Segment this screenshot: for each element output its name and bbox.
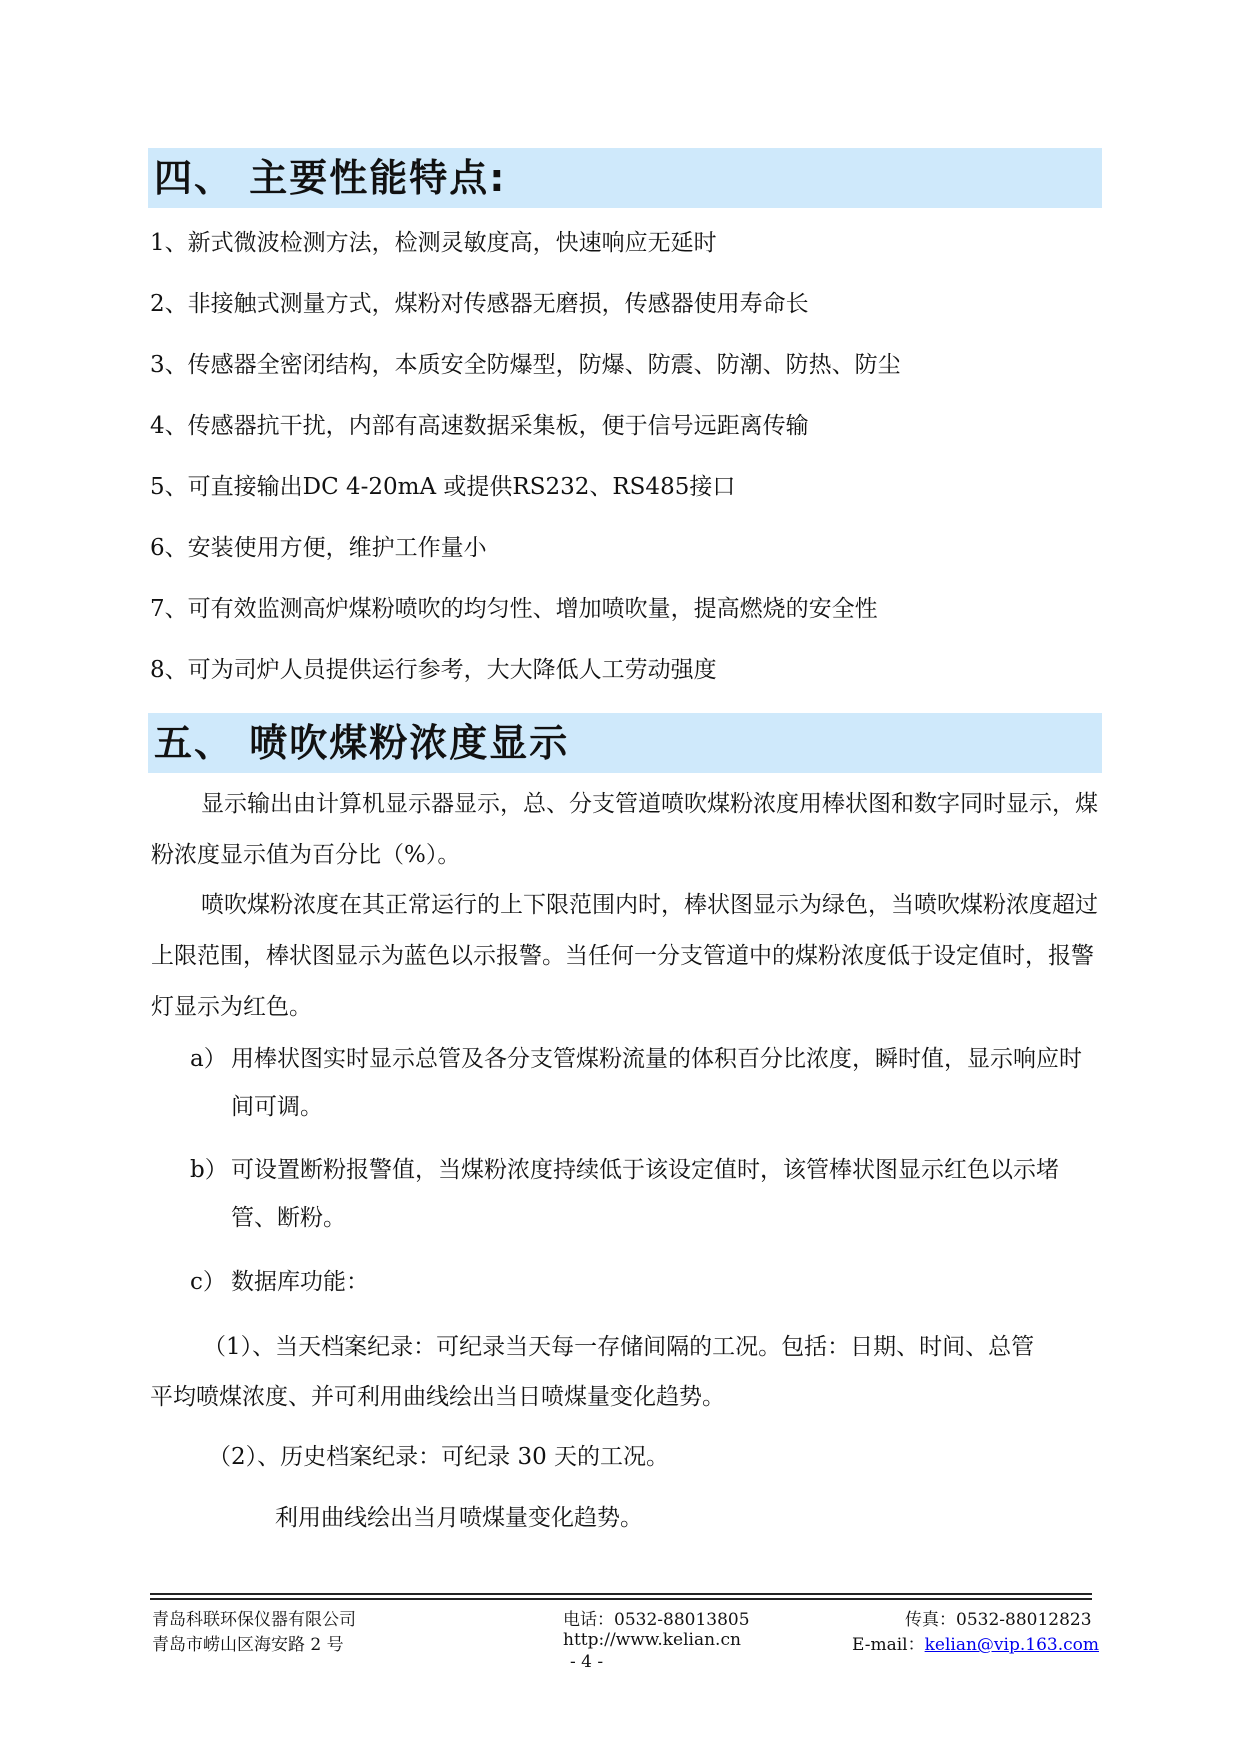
feature-item-4: 4、传感器抗干扰，内部有高速数据采集板，便于信号远距离传输 (150, 413, 809, 439)
section-4-header (148, 148, 1102, 208)
section-4-title: 四、 主要性能特点: (154, 156, 507, 200)
company-name: 青岛科联环保仪器有限公司 (152, 1610, 356, 1630)
list-label: b） (190, 1157, 228, 1183)
footer-divider-top (150, 1593, 1092, 1595)
list-label: c） (190, 1269, 226, 1295)
footer-divider-bottom (150, 1598, 1092, 1600)
section-5-header (148, 713, 1102, 773)
list-label: a） (190, 1046, 227, 1072)
paragraph-text: 喷吹煤粉浓度在其正常运行的上下限范围内时，棒状图显示为绿色，当喷吹煤粉浓度超过上限范围，棒状图显示为蓝色以示报警。当任何一分支管道中的煤粉浓度低于设定值时，报警灯显示为红色。 (151, 892, 1098, 1020)
paragraph-text: 显示输出由计算机显示器显示，总、分支管道喷吹煤粉浓度用棒状图和数字同时显示，煤粉浓度显示值为百分比（%）。 (151, 791, 1098, 868)
daily-record-line-2: 平均喷煤浓度、并可利用曲线绘出当日喷煤量变化趋势。 (150, 1384, 725, 1410)
feature-item-7: 7、可有效监测高炉煤粉喷吹的均匀性、增加喷吹量，提高燃烧的安全性 (150, 596, 878, 622)
list-text: 用棒状图实时显示总管及各分支管煤粉流量的体积百分比浓度，瞬时值，显示响应时间可调。 (231, 1046, 1082, 1120)
paragraph-concentration-colors (151, 880, 1102, 1033)
fax-number: 传真：0532-88012823 (905, 1610, 1092, 1630)
list-text: 数据库功能： (231, 1269, 369, 1295)
list-item-a (190, 1035, 1102, 1131)
feature-item-3: 3、传感器全密闭结构，本质安全防爆型，防爆、防震、防潮、防热、防尘 (150, 352, 901, 378)
feature-item-1: 1、新式微波检测方法，检测灵敏度高，快速响应无延时 (150, 230, 717, 256)
website-link[interactable]: http://www.kelian.cn (563, 1630, 741, 1650)
page-number: - 4 - (570, 1652, 604, 1672)
feature-item-5: 5、可直接输出DC 4-20mA 或提供RS232、RS485接口 (150, 474, 736, 500)
phone-number: 电话：0532-88013805 (563, 1610, 750, 1630)
history-record: （2）、历史档案纪录：可纪录 30 天的工况。 (208, 1444, 670, 1470)
email-label: E-mail： (852, 1635, 925, 1655)
company-address: 青岛市崂山区海安路 2 号 (152, 1635, 344, 1655)
list-item-b (190, 1146, 1102, 1242)
list-text: 可设置断粉报警值，当煤粉浓度持续低于该设定值时，该管棒状图显示红色以示堵管、断粉。 (231, 1157, 1059, 1231)
monthly-trend: 利用曲线绘出当月喷煤量变化趋势。 (275, 1505, 643, 1531)
daily-record-line-1: （1）、当天档案纪录：可纪录当天每一存储间隔的工况。包括：日期、时间、总管 (203, 1334, 1035, 1360)
list-item-c (190, 1258, 1102, 1306)
feature-item-6: 6、安装使用方便，维护工作量小 (150, 535, 487, 561)
section-5-title: 五、 喷吹煤粉浓度显示 (154, 721, 570, 765)
email-link[interactable]: kelian@vip.163.com (924, 1635, 1099, 1655)
email-row (852, 1630, 1099, 1655)
feature-item-8: 8、可为司炉人员提供运行参考，大大降低人工劳动强度 (150, 657, 717, 683)
paragraph-display-output (151, 779, 1102, 881)
feature-item-2: 2、非接触式测量方式，煤粉对传感器无磨损，传感器使用寿命长 (150, 291, 809, 317)
